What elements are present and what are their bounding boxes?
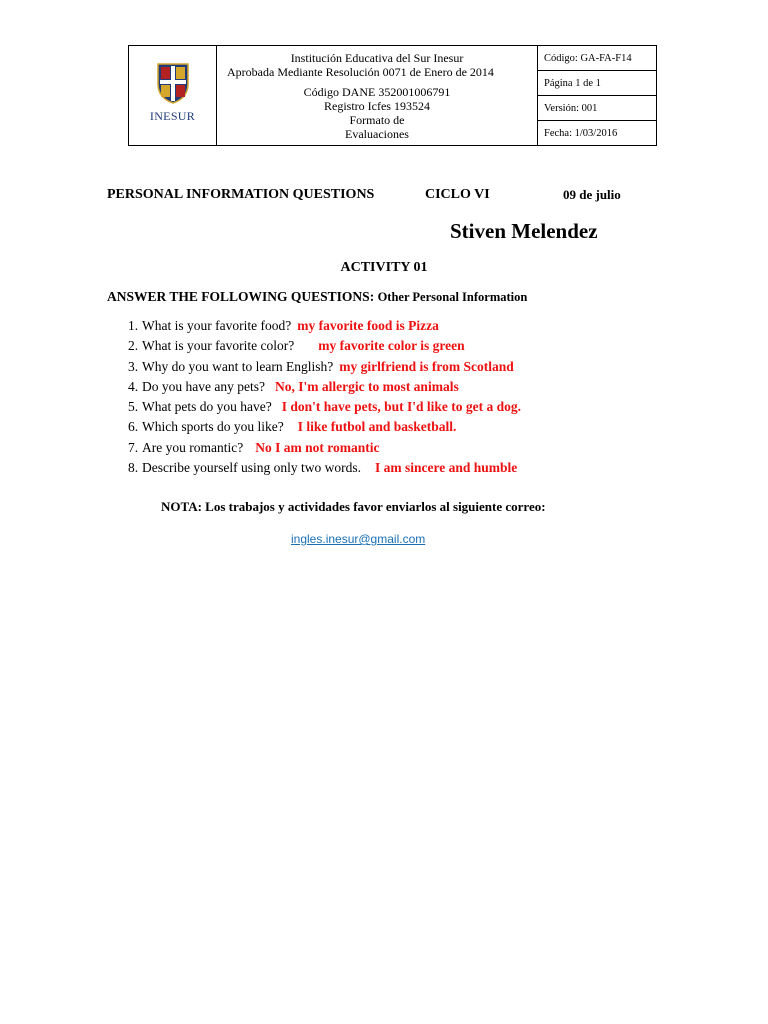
instructions [107,289,527,305]
question-text: What is your favorite food? [142,318,292,333]
email-link[interactable]: ingles.inesur@gmail.com [291,532,426,546]
answer-text: my favorite color is green [318,338,465,354]
student-name: Stiven Melendez [450,219,598,243]
inesur-logo [143,58,203,128]
meta-pagina: Página 1 de 1 [538,71,657,96]
ciclo-label: CICLO VI [425,187,490,202]
document-header [128,45,657,146]
list-item: 7. Are you romantic? No I am not romantic [128,439,380,455]
meta-version: Versión: 001 [538,96,657,121]
institution-name: Institución Educativa del Sur Inesur [290,50,464,65]
question-text: Which sports do you like? [142,419,284,435]
answer-text: my girlfriend is from Scotland [339,358,514,374]
question-text: Describe yourself using only two words. [142,460,361,476]
meta-fecha: Fecha: 1/03/2016 [538,121,657,146]
list-item: 3. Why do you want to learn English? my girlfriend is from Scotland [128,358,514,374]
answer-text: I like futbol and basketball. [297,419,457,435]
list-item: 2. What is your favorite color? my favorite color is green [128,338,465,354]
institution-info [217,46,538,146]
institution-icfes: Registro Icfes 193524 [324,98,430,113]
instructions-sub: Other Personal Information [377,290,528,304]
format-type: Evaluaciones [345,126,409,141]
question-text: Are you romantic? [142,439,244,455]
date-label: 09 de julio [563,187,621,202]
activity-heading: ACTIVITY 01 [340,260,428,275]
question-text: Why do you want to learn English? [142,358,334,374]
question-text: Do you have any pets? [142,378,265,394]
logo-text: INESUR [149,109,196,123]
meta-codigo: Código: GA-FA-F14 [538,46,657,71]
answer-text: I am sincere and humble [374,460,518,476]
logo-cell [129,46,217,146]
list-item: 1. What is your favorite food? my favorite food is Pizza [128,318,439,333]
nota-text: NOTA: Los trabajos y actividades favor enviarlos al siguiente correo: [161,499,546,514]
instructions-main: ANSWER THE FOLLOWING QUESTIONS: [107,289,375,304]
answer-text: No, I'm allergic to most animals [274,378,459,394]
question-list [128,316,521,478]
list-item: 8. Describe yourself using only two words. I am sincere and humble [128,460,518,476]
list-item: 4. Do you have any pets? No, I'm allergic to most animals [128,378,459,394]
question-text: What pets do you have? [142,399,272,415]
format-label: Formato de [349,112,405,127]
answer-text: I don't have pets, but I'd like to get a dog. [281,399,522,415]
worksheet-title: PERSONAL INFORMATION QUESTIONS [107,187,375,202]
question-text: What is your favorite color? [142,338,295,354]
list-item: 6. Which sports do you like? I like futbol and basketball. [128,419,457,435]
answer-text: my favorite food is Pizza [297,318,439,333]
institution-dane: Código DANE 352001006791 [303,84,451,99]
institution-approval: Aprobada Mediante Resolución 0071 de Enero de 2014 [227,64,494,79]
answer-text: No I am not romantic [255,439,380,455]
list-item: 5. What pets do you have? I don't have pets, but I'd like to get a dog. [128,399,522,415]
shield-icon [156,60,190,104]
